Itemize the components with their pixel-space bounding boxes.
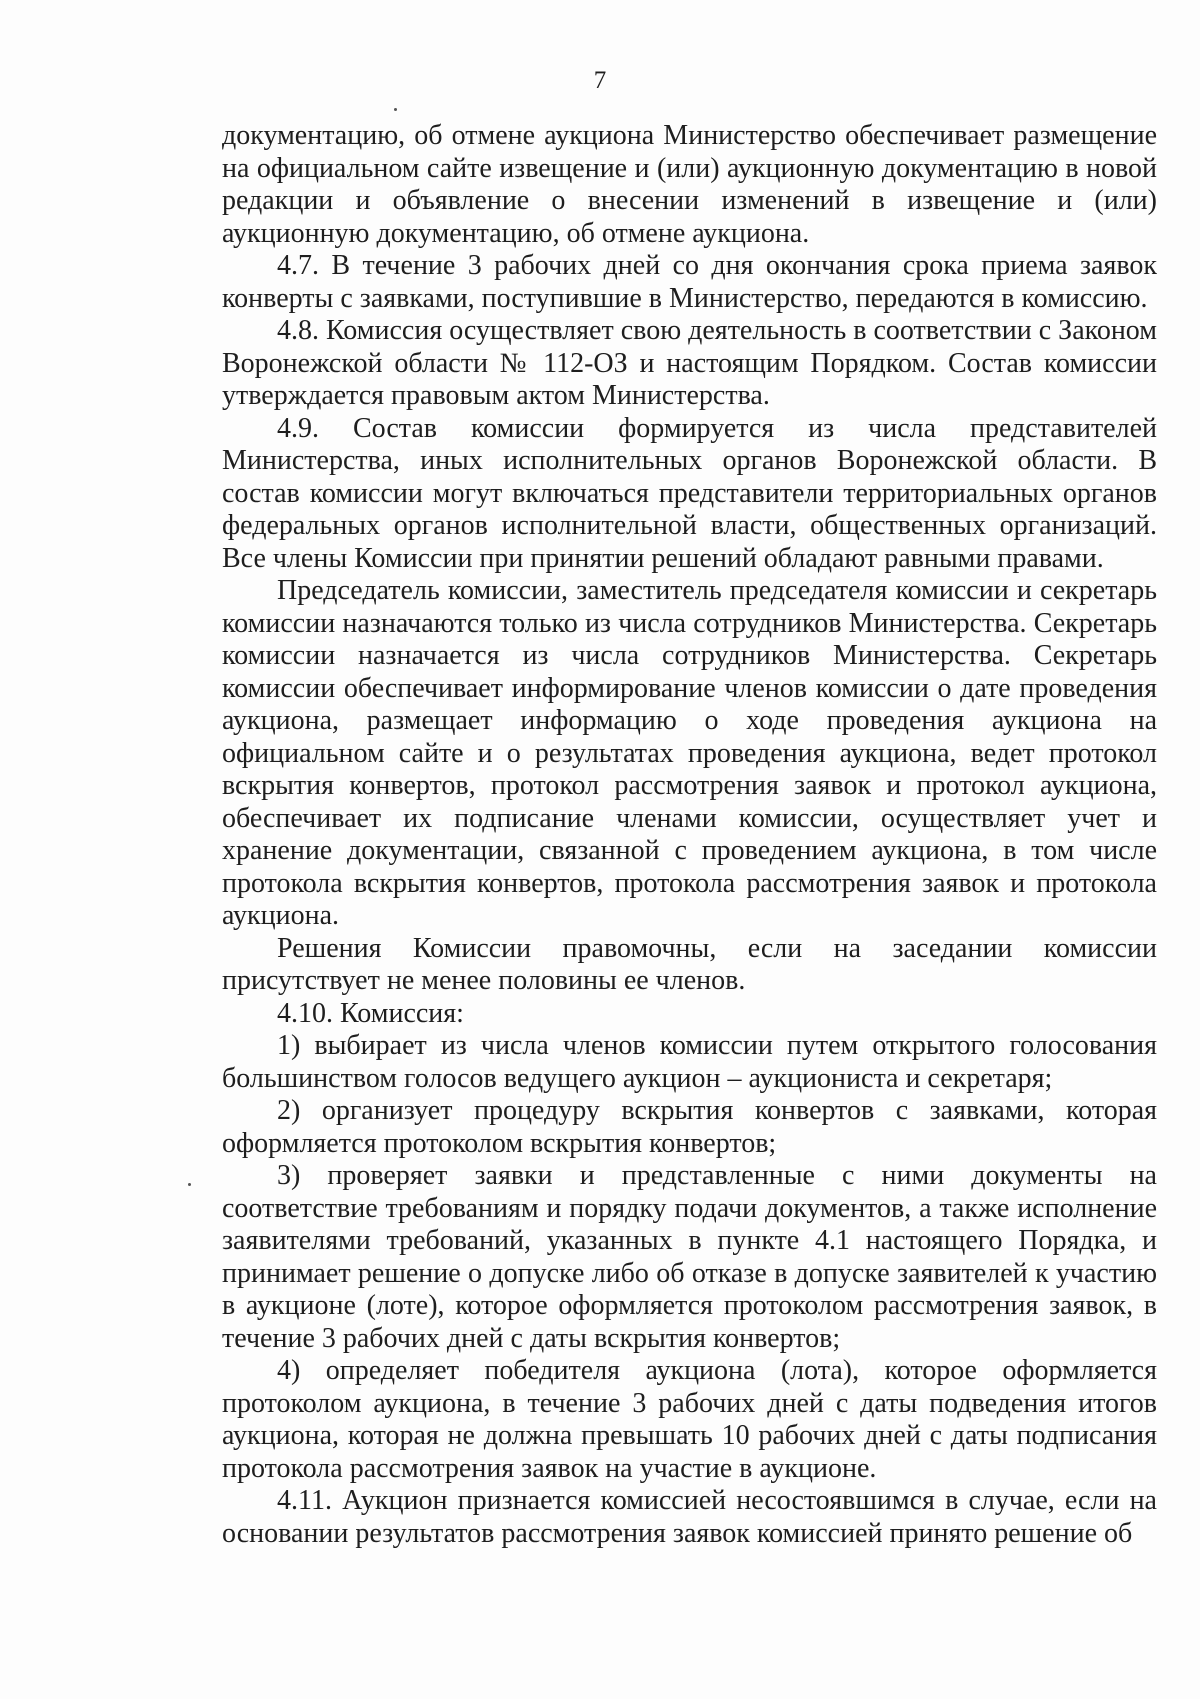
paragraph-4-9: 4.9. Состав комиссии формируется из числа представителей Министерства, иных исполнительных органов Воронежской области. В состав комиссии могут включаться представители территориальных органов федеральных органов исполнительной власти, общественных организаций. Все члены Комиссии при принятии решений обладают равными правами. [222,412,1157,574]
paragraph-4-8: 4.8. Комиссия осуществляет свою деятельность в соответствии с Законом Воронежской области № 112-ОЗ и настоящим Порядком. Состав комиссии утверждается правовым актом Министерства. [222,315,1157,411]
paragraph-4-11: 4.11. Аукцион признается комиссией несостоявшимся в случае, если на основании результатов рассмотрения заявок комиссией принято решение об [222,1485,1157,1549]
scan-speck [394,108,397,111]
scan-speck [188,1183,191,1186]
paragraph-continuation: документацию, об отмене аукциона Министерство обеспечивает размещение на официальном сайте извещение и (или) аукционную документацию в новой редакции и объявление о внесении изменений в извещение и (или) аукционную документацию, об отмене аукциона. [222,120,1157,249]
paragraph-4-10-heading: 4.10. Комиссия: [277,997,464,1029]
list-item-4: 4) определяет победителя аукциона (лота), которое оформляется протоколом аукциона, в течение 3 рабочих дней с даты подведения итогов аукциона, которая не должна превышать 10 рабочих дней с даты подписания протокола рассмотрения заявок на участие в аукционе. [222,1355,1157,1484]
paragraph-quorum: Решения Комиссии правомочны, если на заседании комиссии присутствует не менее половины ее членов. [222,932,1157,996]
document-body [222,120,1157,1550]
paragraph-chairman: Председатель комиссии, заместитель председателя комиссии и секретарь комиссии назначаются только из числа сотрудников Министерства. Секретарь комиссии назначается из числа сотрудников Министерства. Секретарь комиссии обеспечивает информирование членов комиссии о дате проведения аукциона, размещает информацию о ходе проведения аукциона на официальном сайте и о результатах проведения аукциона, ведет протокол вскрытия конвертов, протокол рассмотрения заявок и протокол аукциона, обеспечивает их подписание членами комиссии, осуществляет учет и хранение документации, связанной с проведением аукциона, в том числе протокола вскрытия конвертов, протокола рассмотрения заявок и протокола аукциона. [222,575,1157,931]
list-item-1: 1) выбирает из числа членов комиссии путем открытого голосования большинством голосов ведущего аукцион – аукциониста и секретаря; [222,1030,1157,1094]
page-number: 7 [593,67,607,94]
list-item-2: 2) организует процедуру вскрытия конвертов с заявками, которая оформляется протоколом вскрытия конвертов; [222,1095,1157,1159]
list-item-3: 3) проверяет заявки и представленные с ними документы на соответствие требованиям и порядку подачи документов, а также исполнение заявителями требований, указанных в пункте 4.1 настоящего Порядка, и принимает решение о допуске либо об отказе в допуске заявителей к участию в аукционе (лоте), которое оформляется протоколом рассмотрения заявок, в течение 3 рабочих дней с даты вскрытия конвертов; [222,1160,1157,1354]
paragraph-4-7: 4.7. В течение 3 рабочих дней со дня окончания срока приема заявок конверты с заявками, поступившие в Министерство, передаются в комиссию. [222,250,1157,314]
